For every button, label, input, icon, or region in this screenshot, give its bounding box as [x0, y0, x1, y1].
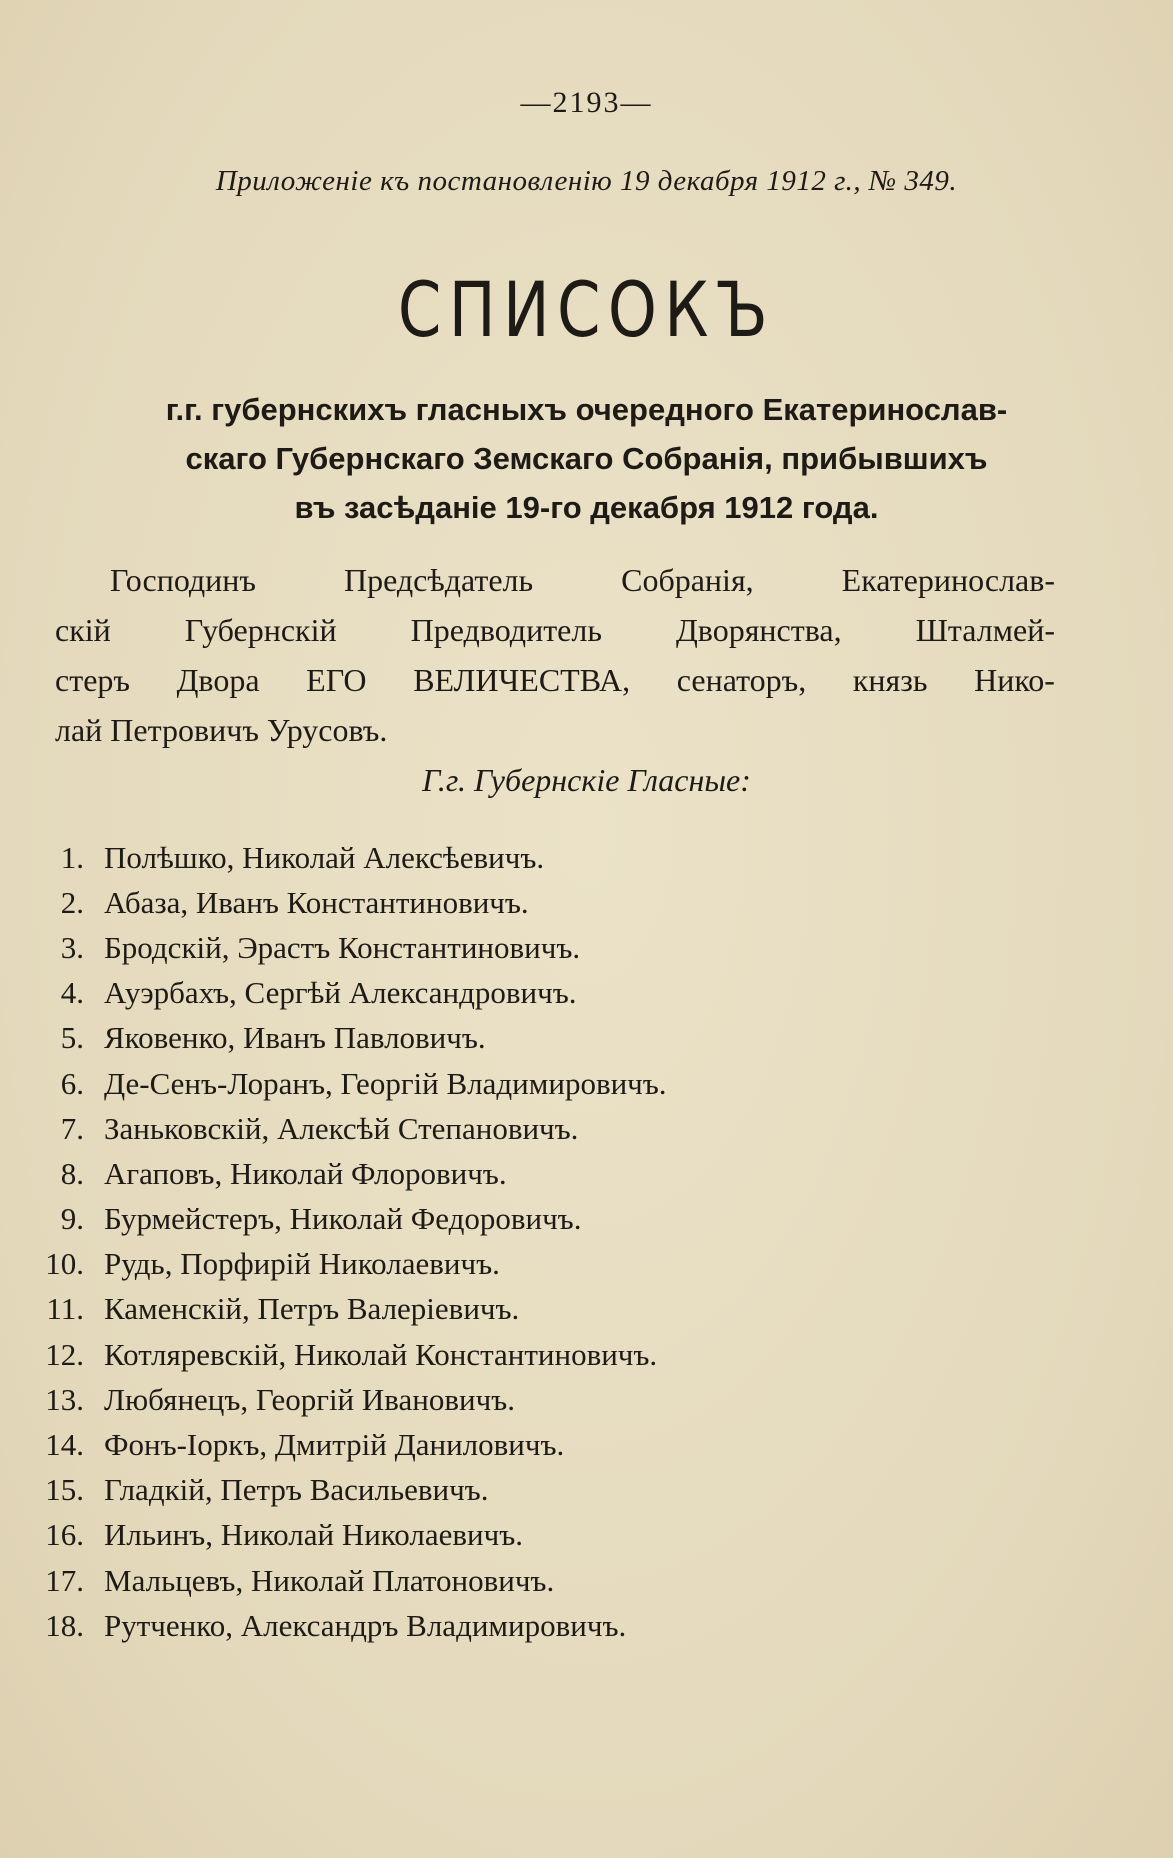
member-name: Бурмейстеръ, Николай Федоровичъ.	[104, 1201, 582, 1237]
member-number: 1.	[60, 839, 84, 875]
member-item	[40, 835, 1040, 880]
intro-word: ЕГО	[306, 662, 367, 698]
member-number: 9.	[60, 1201, 84, 1237]
intro-word: Господинъ	[110, 562, 256, 598]
member-item	[40, 1422, 1040, 1467]
intro-word: Нико-	[974, 662, 1055, 698]
member-item	[40, 971, 1040, 1016]
intro-word: Двора	[176, 662, 260, 698]
member-name: Яковенко, Иванъ Павловичъ.	[104, 1020, 486, 1056]
member-name: Мальцевъ, Николай Платоновичъ.	[104, 1562, 555, 1598]
intro-word: князь	[852, 662, 928, 698]
document-subtitle	[40, 385, 1133, 532]
intro-word: стеръ	[55, 662, 130, 698]
member-item	[40, 1513, 1040, 1558]
member-item	[40, 1151, 1040, 1196]
member-item	[40, 880, 1040, 925]
intro-line	[55, 555, 1055, 605]
member-name: Гладкiй, Петръ Васильевичъ.	[104, 1472, 489, 1508]
annex-note: Приложенiе къ постановленiю 19 декабря 1912 г., № 349.	[215, 165, 958, 197]
subtitle-line: г.г. губернскихъ гласныхъ очередного Екатеринослав-	[165, 392, 1008, 427]
member-item	[40, 1242, 1040, 1287]
member-name: Агаповъ, Николай Флоровичъ.	[104, 1155, 507, 1191]
member-name: Ильинъ, Николай Николаевичъ.	[104, 1517, 523, 1553]
section-heading: Г.г. Губернскiе Гласные:	[422, 762, 751, 798]
member-name: Фонъ-Iоркъ, Дмитрiй Даниловичъ.	[104, 1427, 565, 1463]
member-number: 10.	[45, 1246, 84, 1282]
member-number: 11.	[46, 1291, 84, 1327]
intro-word: скiй	[55, 612, 111, 648]
intro-word: лай Петровичъ Урусовъ.	[55, 712, 388, 748]
member-item	[40, 1377, 1040, 1422]
member-item	[40, 1197, 1040, 1242]
member-name: Каменскiй, Петръ Валерiевичъ.	[104, 1291, 520, 1327]
subtitle-line: скаго Губернскаго Земскаго Собранiя, прибывшихъ	[185, 441, 988, 476]
intro-word: сенаторъ,	[676, 662, 807, 698]
member-item	[40, 1061, 1040, 1106]
member-item	[40, 1558, 1040, 1603]
member-number: 16.	[45, 1517, 84, 1553]
intro-word: Собранiя,	[621, 562, 754, 598]
document-title: СПИСОКЪ	[397, 265, 776, 354]
member-name: Абаза, Иванъ Константиновичъ.	[104, 884, 529, 920]
member-name: Де-Сенъ-Лоранъ, Георгiй Владимировичъ.	[104, 1065, 667, 1101]
member-number: 17.	[45, 1562, 84, 1598]
member-name: Полѣшко, Николай Алексѣевичъ.	[104, 839, 545, 875]
member-item	[40, 1603, 1040, 1648]
member-item	[40, 1287, 1040, 1332]
member-number: 15.	[45, 1472, 84, 1508]
intro-word: Дворянства,	[675, 612, 842, 648]
member-name: Котляревскiй, Николай Константиновичъ.	[104, 1336, 658, 1372]
intro-line	[55, 655, 1055, 705]
member-number: 14.	[45, 1427, 84, 1463]
member-name: Рудь, Порфирiй Николаевичъ.	[104, 1246, 500, 1282]
member-item	[40, 925, 1040, 970]
member-name: Рутченко, Александръ Владимировичъ.	[104, 1607, 627, 1643]
member-number: 5.	[60, 1020, 84, 1056]
intro-line	[55, 705, 1055, 755]
intro-line	[55, 605, 1055, 655]
intro-word: Предсѣдатель	[343, 562, 534, 598]
member-name: Бродскiй, Эрастъ Константиновичъ.	[104, 929, 581, 965]
member-item	[40, 1468, 1040, 1513]
member-number: 18.	[45, 1607, 84, 1643]
member-item	[40, 1332, 1040, 1377]
member-number: 2.	[60, 884, 84, 920]
subtitle-line: въ засѣданiе 19-го декабря 1912 года.	[294, 490, 879, 525]
members-list	[40, 835, 1040, 1648]
member-item	[40, 1016, 1040, 1061]
member-name: Ауэрбахъ, Сергѣй Александровичъ.	[104, 975, 577, 1011]
intro-word: ВЕЛИЧЕСТВА,	[413, 662, 631, 698]
member-number: 8.	[60, 1155, 84, 1191]
member-name: Заньковскiй, Алексѣй Степановичъ.	[104, 1110, 579, 1146]
member-number: 7.	[60, 1110, 84, 1146]
intro-paragraph	[55, 555, 1055, 755]
member-number: 13.	[45, 1381, 84, 1417]
intro-word: Губернскiй	[184, 612, 337, 648]
page-number: —2193—	[520, 86, 653, 119]
member-number: 6.	[60, 1065, 84, 1101]
member-number: 12.	[45, 1336, 84, 1372]
member-number: 3.	[60, 929, 84, 965]
intro-word: Шталмей-	[915, 612, 1055, 648]
intro-word: Предводитель	[410, 612, 602, 648]
intro-word: Екатеринослав-	[841, 562, 1055, 598]
member-name: Любянецъ, Георгiй Ивановичъ.	[104, 1381, 515, 1417]
member-item	[40, 1106, 1040, 1151]
member-number: 4.	[60, 975, 84, 1011]
